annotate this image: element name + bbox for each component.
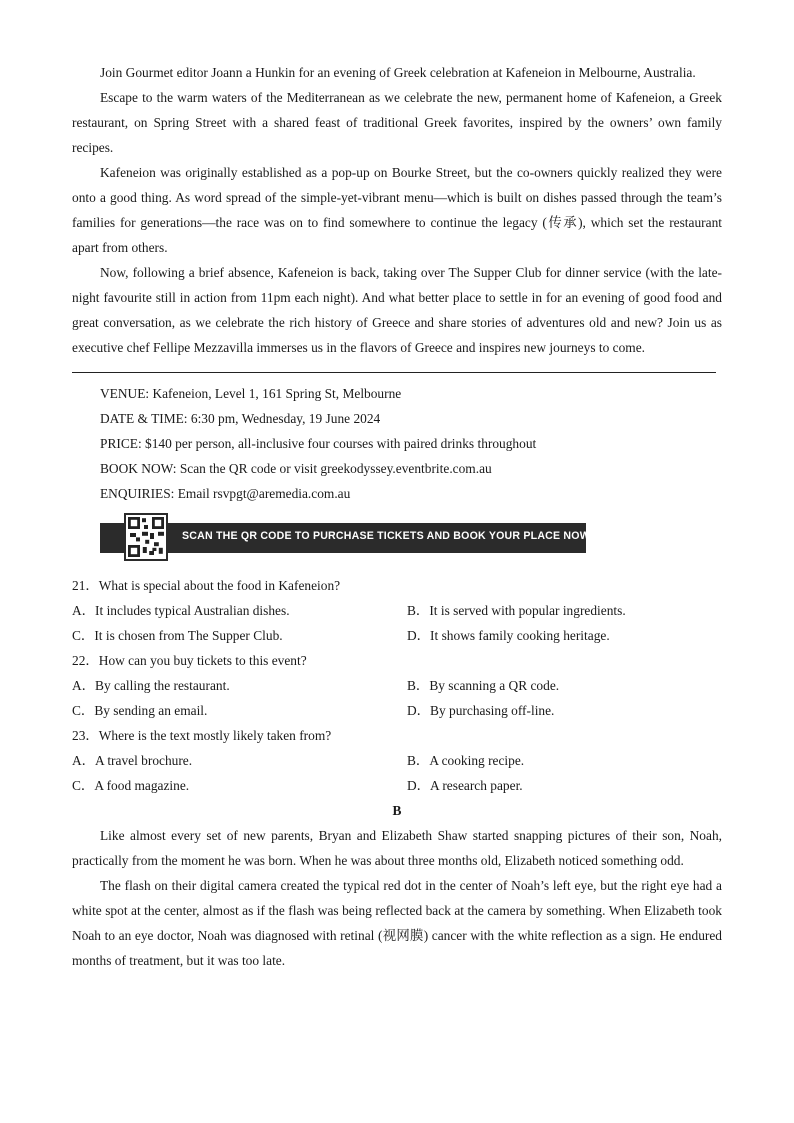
option-c[interactable]: C．A food magazine. [72,778,190,793]
options-row [72,623,722,648]
passage-a-paragraph: Join Gourmet editor Joann a Hunkin for an evening of Greek celebration at Kafeneion in Melbourne, Australia. [100,65,696,80]
passage-a-paragraph: Kafeneion was originally established as a pop-up on Bourke Street, but the co-owners quickly realized they were onto a good thing. As word spread of the simple-yet-vibrant menu—which is built on dishes passed through the team’s families for generations—the race was on to find somewhere to continue the legacy (传承), which set the restaurant apart from others. [72,165,722,255]
options-row [72,773,722,798]
option-a[interactable]: A．By calling the restaurant. [72,678,230,693]
option-d[interactable]: D．A research paper. [407,778,523,793]
question-stem: 21．What is special about the food in Kafeneion? [72,578,341,593]
option-a[interactable]: A．It includes typical Australian dishes. [72,603,290,618]
banner-text: SCAN THE QR CODE TO PURCHASE TICKETS AND BOOK YOUR PLACE NOW [182,530,590,542]
option-c[interactable]: C．By sending an email. [72,703,208,718]
options-row [72,598,722,623]
passage-a-paragraph: Escape to the warm waters of the Mediterranean as we celebrate the new, permanent home of Kafeneion, a Greek restaurant, on Spring Street with a shared feast of traditional Greek favorites, inspired by the owners’ own family recipes. [72,90,722,155]
qr-code-icon [124,513,168,561]
options-row [72,748,722,773]
option-d[interactable]: D．It shows family cooking heritage. [407,628,610,643]
section-b-title: B [392,803,402,818]
option-d[interactable]: D．By purchasing off-line. [407,703,555,718]
passage-a-paragraph: Now, following a brief absence, Kafeneion is back, taking over The Supper Club for dinner service (with the late-night favourite still in action from 11pm each night). And what better place to settle in for an evening of good food and great conversation, as we celebrate the rich history of Greece and share stories of adventures old and new? Join us as executive chef Fellipe Mezzavilla immerses us in the flavors of Greece and inspires new journeys to come. [72,265,722,355]
option-b[interactable]: B．A cooking recipe. [407,753,525,768]
option-c[interactable]: C．It is chosen from The Supper Club. [72,628,283,643]
option-a[interactable]: A．A travel brochure. [72,753,193,768]
event-book-now: BOOK NOW: Scan the QR code or visit greekodyssey.eventbrite.com.au [100,461,492,476]
option-b[interactable]: B．By scanning a QR code. [407,678,560,693]
question-stem: 23．Where is the text mostly likely taken from? [72,728,332,743]
options-row [72,673,722,698]
divider [72,372,716,373]
passage-b-paragraph: The flash on their digital camera created the typical red dot in the center of Noah’s left eye, but the right eye had a white spot at the center, almost as if the flash was being reflected back at the camera by something. When Elizabeth took Noah to an eye doctor, Noah was diagnosed with retinal (视网膜) cancer with the white reflection as a sign. He endured months of treatment, but it was too late. [72,878,722,968]
event-price: PRICE: $140 per person, all-inclusive four courses with paired drinks throughout [100,436,537,451]
passage-b-paragraph: Like almost every set of new parents, Bryan and Elizabeth Shaw started snapping pictures of their son, Noah, practically from the moment he was born. When he was about three months old, Elizabeth noticed something odd. [72,828,722,868]
option-b[interactable]: B．It is served with popular ingredients. [407,603,626,618]
qr-banner [100,513,590,563]
event-venue: VENUE: Kafeneion, Level 1, 161 Spring St, Melbourne [100,386,402,401]
event-date-time: DATE & TIME: 6:30 pm, Wednesday, 19 June 2024 [100,411,381,426]
page [72,60,722,973]
event-enquiries: ENQUIRIES: Email rsvpgt@aremedia.com.au [100,486,351,501]
question-stem: 22．How can you buy tickets to this event? [72,653,307,668]
options-row [72,698,722,723]
